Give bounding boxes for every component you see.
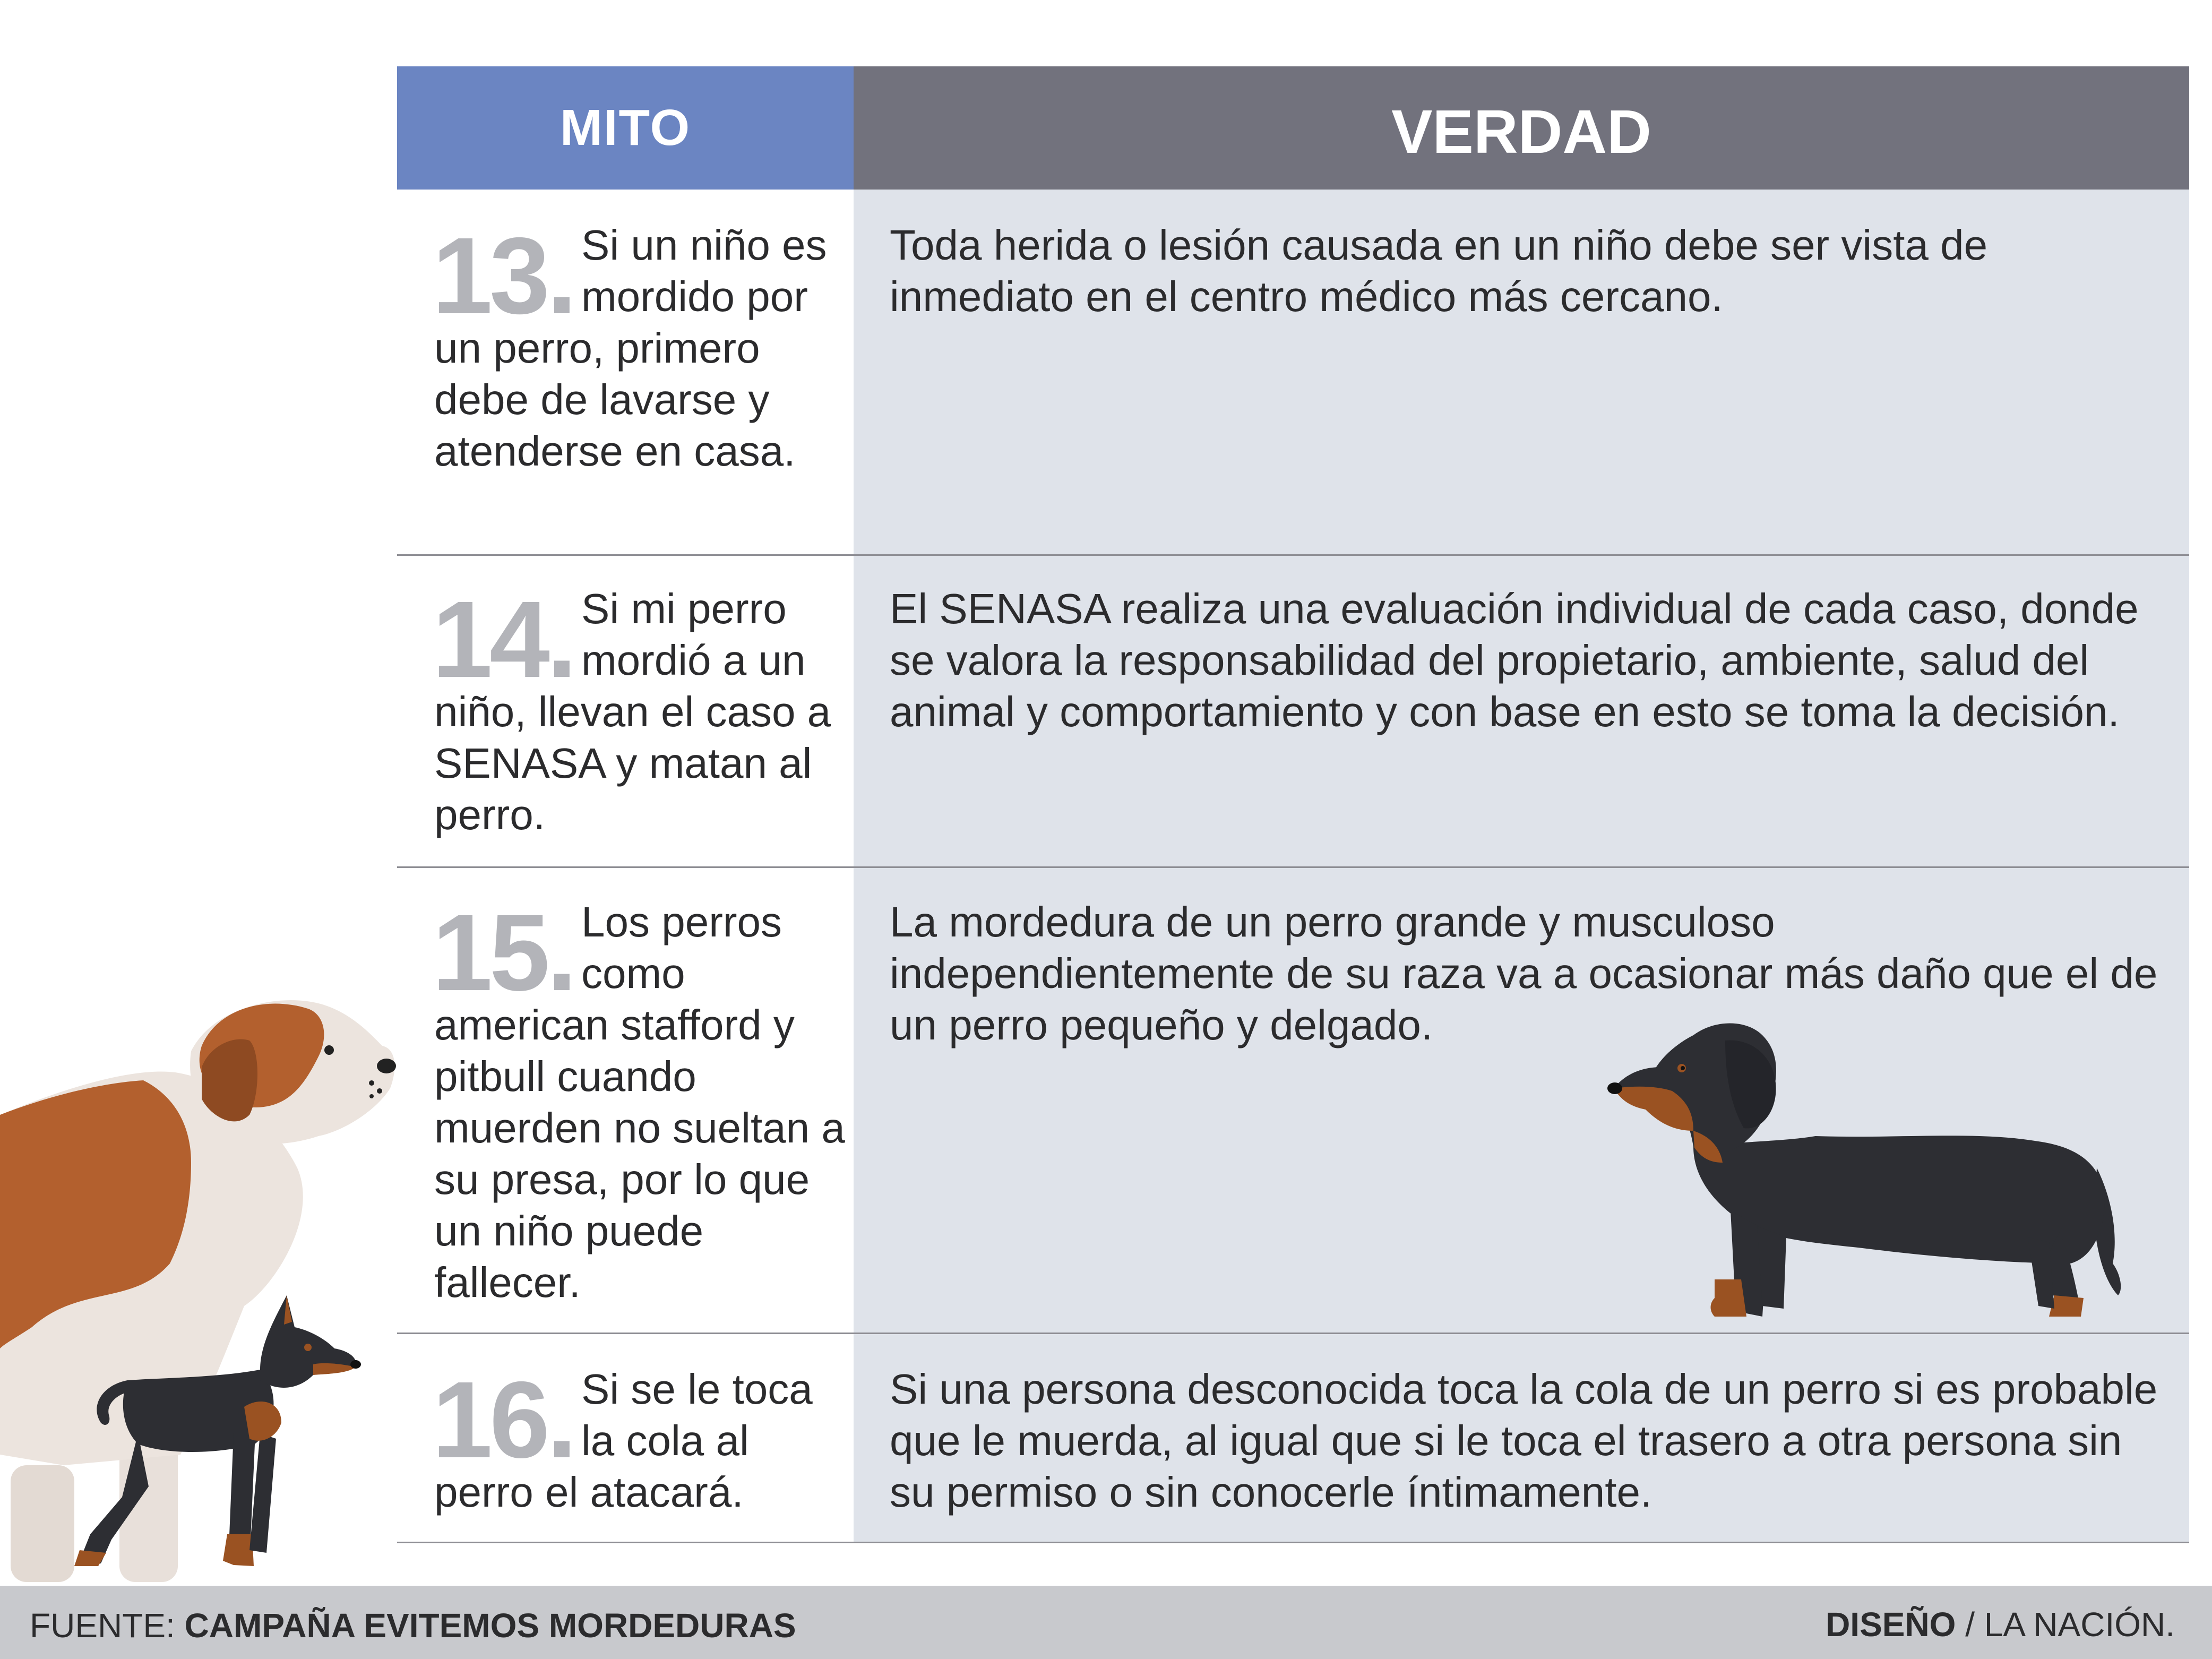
source-value: CAMPAÑA EVITEMOS MORDEDURAS [184,1606,796,1645]
mito-cell-16 [432,1359,854,1518]
row-divider [397,554,2189,556]
myth-number: 15. [432,892,577,1013]
row-divider [397,866,2189,868]
mito-text: Si un niño es mordido por un perro, primero debe de lavarse y atenderse en casa. [434,221,827,475]
miniature-pinscher-dog-icon [58,1285,366,1582]
mito-text: Si mi perro mordió a un niño, llevan el caso a SENASA y matan al perro. [434,585,831,838]
mito-column-header: MITO [397,66,854,190]
design-label: DISEÑO [1826,1605,1956,1644]
verdad-cell-15: La mordedura de un perro grande y musculoso independientemente de su raza va a ocasionar más daño que el de un perro pequeño y delgado. [890,898,2158,1048]
source-label: FUENTE: [30,1606,175,1645]
row-divider [397,1333,2189,1334]
design-value: / LA NACIÓN. [1965,1605,2175,1644]
myth-number: 16. [432,1359,577,1481]
design-credit [1826,1605,2175,1644]
mito-cell-14 [432,579,854,840]
footer-bar [0,1586,2212,1659]
mito-cell-13 [432,215,854,477]
myth-number: 13. [432,215,577,337]
mito-text: Si se le toca la cola al perro el atacará. [434,1365,813,1516]
verdad-cell-16: Si una persona desconocida toca la cola de un perro si es probable que le muerda, al igual que si le toca el trasero a otra persona sin su permiso o sin conocerle íntimamente. [890,1365,2158,1516]
verdad-cell-14: El SENASA realiza una evaluación individual de cada caso, donde se valora la responsabilidad del propietario, ambiente, salud del animal y comportamiento y con base en esto se toma la decisión. [890,585,2139,735]
verdad-column-header: VERDAD [854,66,2189,190]
verdad-cell-13: Toda herida o lesión causada en un niño debe ser vista de inmediato en el centro médico más cercano. [890,221,1988,320]
dachshund-dog-icon [1603,1009,2134,1327]
source-credit [30,1606,796,1645]
myth-number: 14. [432,579,577,700]
mito-text: Los perros como american stafford y pitbull cuando muerden no sueltan a su presa, por lo que un niño puede fallecer. [434,898,845,1306]
mito-cell-15 [432,892,854,1308]
row-divider [397,1542,2189,1543]
